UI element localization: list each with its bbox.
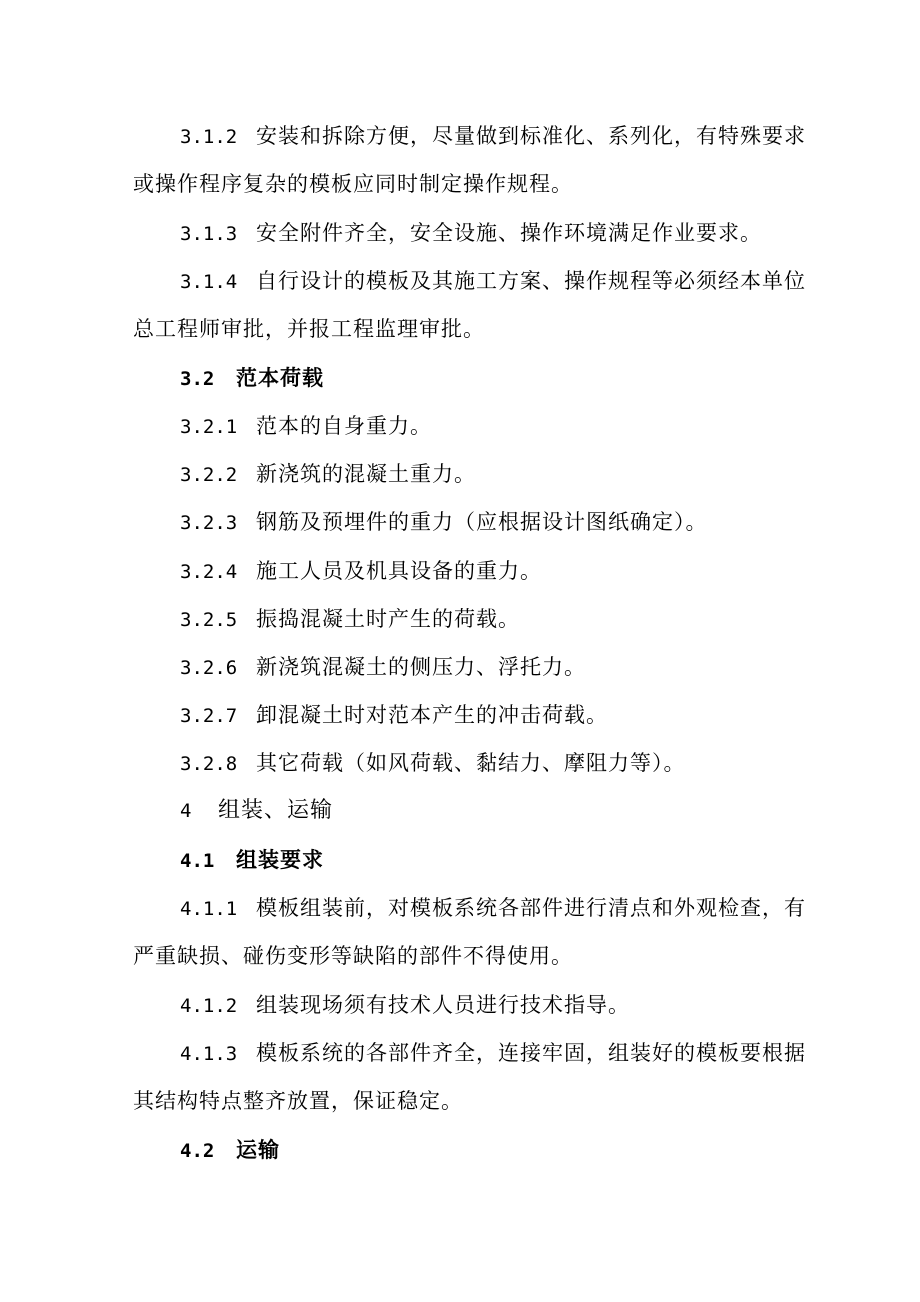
clause-text: 范本的自身重力。	[256, 414, 432, 438]
chapter-title: 组装、运输	[218, 798, 334, 823]
clause-number: 3.2.4	[180, 561, 238, 583]
section-title: 范本荷载	[236, 366, 324, 390]
clause-text: 卸混凝土时对范本产生的冲击荷载。	[256, 703, 608, 727]
clause-number: 3.2.3	[180, 512, 238, 534]
clause-number: 3.2.8	[180, 753, 238, 775]
clause-number: 3.2.5	[180, 609, 238, 631]
clause-text: 振捣混凝土时产生的荷载。	[256, 607, 520, 631]
clause-text: 自行设计的模板及其施工方案、操作规程等必须经本单位	[256, 269, 806, 293]
clause-number: 3.1.4	[180, 271, 238, 293]
paragraph-3-2-5	[180, 604, 520, 635]
clause-number: 3.1.3	[180, 223, 238, 245]
section-number: 3.2	[180, 368, 215, 390]
paragraph-3-2-4	[180, 556, 542, 587]
clause-number: 3.2.7	[180, 705, 238, 727]
paragraph-3-2-3	[180, 507, 708, 538]
paragraph-4-1-1-continued: 严重缺损、碰伤变形等缺陷的部件不得使用。	[133, 944, 573, 968]
section-title: 组装要求	[236, 848, 324, 872]
clause-text: 安装和拆除方便，尽量做到标准化、系列化，有特殊要求	[256, 124, 806, 148]
section-heading-4-2	[180, 1135, 280, 1166]
clause-number: 4.1.3	[180, 1043, 238, 1065]
paragraph-3-1-3	[180, 218, 762, 249]
section-number: 4.2	[180, 1140, 215, 1162]
paragraph-3-2-6	[180, 652, 586, 683]
clause-number: 3.1.2	[180, 126, 238, 148]
paragraph-4-1-3	[180, 1038, 806, 1069]
paragraph-3-1-2	[180, 121, 806, 152]
clause-number: 3.2.6	[180, 657, 238, 679]
paragraph-3-2-2	[180, 459, 476, 490]
clause-text: 新浇筑的混凝土重力。	[256, 462, 476, 486]
section-title: 运输	[236, 1138, 280, 1162]
clause-text: 模板组装前，对模板系统各部件进行清点和外观检查，有	[256, 896, 806, 920]
clause-text: 施工人员及机具设备的重力。	[256, 559, 542, 583]
paragraph-3-1-2-continued: 或操作程序复杂的模板应同时制定操作规程。	[133, 172, 573, 196]
chapter-number: 4	[180, 800, 192, 822]
clause-text: 钢筋及预埋件的重力（应根据设计图纸确定）。	[256, 510, 708, 534]
clause-text: 安全附件齐全，安全设施、操作环境满足作业要求。	[256, 221, 762, 245]
clause-number: 3.2.1	[180, 416, 238, 438]
paragraph-3-2-7	[180, 700, 608, 731]
chapter-heading-4	[180, 796, 333, 826]
paragraph-4-1-2	[180, 990, 630, 1021]
paragraph-3-2-1	[180, 411, 432, 442]
paragraph-4-1-1	[180, 893, 806, 924]
section-number: 4.1	[180, 850, 215, 872]
clause-number: 4.1.1	[180, 898, 238, 920]
clause-text: 模板系统的各部件齐全，连接牢固，组装好的模板要根据	[256, 1041, 806, 1065]
section-heading-4-1	[180, 845, 324, 876]
clause-text: 新浇筑混凝土的侧压力、浮托力。	[256, 655, 586, 679]
section-heading-3-2	[180, 363, 324, 394]
clause-number: 4.1.2	[180, 995, 238, 1017]
paragraph-3-2-8	[180, 748, 686, 779]
clause-number: 3.2.2	[180, 464, 238, 486]
clause-text: 其它荷载（如风荷载、黏结力、摩阻力等）。	[256, 751, 686, 775]
clause-text: 组装现场须有技术人员进行技术指导。	[256, 993, 630, 1017]
paragraph-3-1-4-continued: 总工程师审批，并报工程监理审批。	[133, 317, 485, 341]
paragraph-3-1-4	[180, 266, 806, 297]
paragraph-4-1-3-continued: 其结构特点整齐放置，保证稳定。	[133, 1089, 463, 1113]
